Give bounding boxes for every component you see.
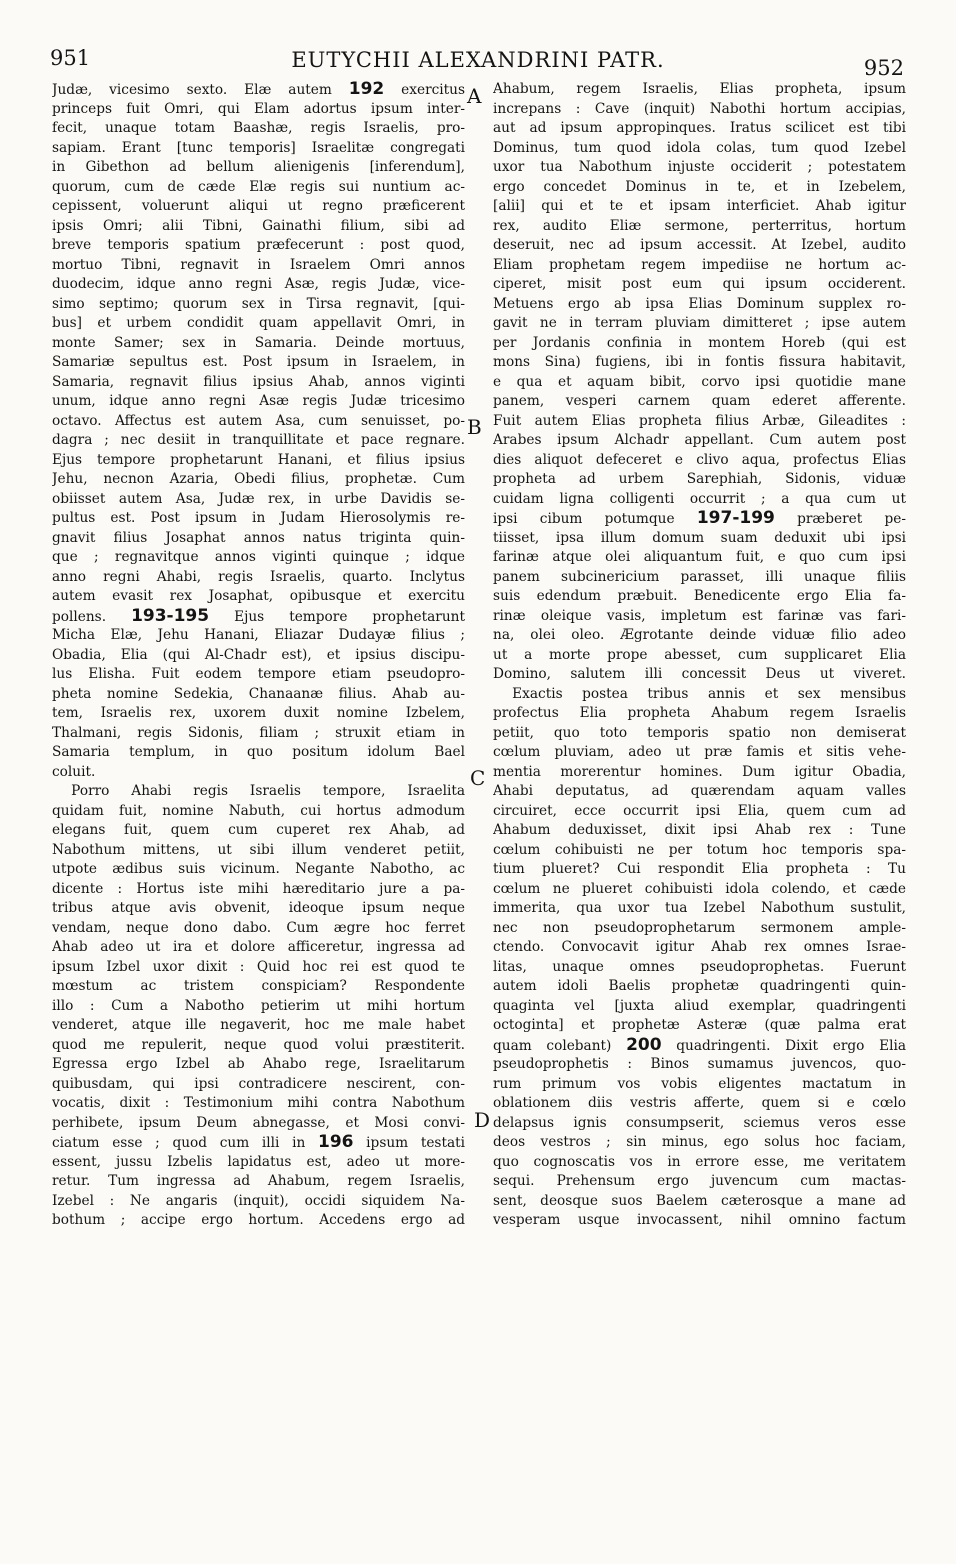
text-line: venderet, atque ille negaverit, hoc me male habet [52, 1017, 465, 1033]
text-line: essent, jussu Izbelis lapidatus est, adeo ut more- [52, 1153, 465, 1170]
text-line: mortuo Tibni, regnavit in Israelem Omri annos [52, 256, 465, 273]
text-line: lus Elisha. Fuit eodem tempore etiam pseudopro- [52, 666, 465, 682]
text-line: breve temporis spatium præfecerunt : post quod, [52, 237, 465, 253]
text-line: ipsis Omri; alii Tibni, Gainathi filium, sibi ad [52, 217, 465, 234]
text-line: sapiam. Erant [tunc temporis] Israelitæ congregati [52, 139, 465, 156]
text-line: ciperet, misit post eum qui ipsum occiderent. [493, 276, 906, 292]
text-line: per Jordanis confinia in montem Horeb (qui est [493, 334, 906, 351]
left-column [52, 80, 465, 1231]
margin-marker-b: B [467, 415, 482, 439]
text-line: vocatis, dixit : Testimonium mihi contra Nabothum [52, 1095, 465, 1111]
text-line: Judæ, vicesimo sexto. Elæ autem 192 exercitus [52, 80, 465, 99]
text-line: oblationem diis vestris afferte, quem si e cœlo [493, 1095, 906, 1111]
text-line: na, olei oleo. Ægrotante deinde viduæ filio adeo [493, 627, 906, 643]
reference-number: 200 [626, 1035, 662, 1055]
text-line: Ahabi deputatus, ad quærendam aquam valles [493, 783, 906, 799]
text-line: pultus est. Post ipsum in Judam Hierosolymis re- [52, 510, 465, 526]
text-line: autem evasit rex Josaphat, opibusque et exercitu [52, 588, 465, 604]
text-line: quam colebant) 200 quadringenti. Dixit ergo Elia [493, 1035, 906, 1055]
reference-number: 193-195 [131, 606, 210, 626]
text-line: Nabothum mittens, ut sibi illum venderet petiit, [52, 841, 465, 858]
margin-marker-d: D [474, 1108, 491, 1132]
text-line: farinæ atque olei aliquantum fuit, e quo cum ipsi [493, 549, 906, 565]
text-line: Micha Elæ, Jehu Hanani, Eliazar Dudayæ filius ; [52, 627, 465, 643]
text-line: ut a morte prope abesset, cum supplicaret Elia [493, 646, 906, 663]
page-number-right: 952 [863, 56, 904, 80]
text-line: duodecim, idque anno regni Asæ, regis Judæ, vice- [52, 276, 465, 292]
text-line: cuidam ligna colligenti occurrit ; a qua cum ut [493, 490, 906, 507]
text-line: cœlum ne plueret cohibuisti idola colendo, et cæde [493, 880, 906, 897]
text-line: gnavit filius Josaphat annos natus triginta quin- [52, 529, 465, 546]
text-line: ipsi cibum potumque 197-199 præberet pe- [493, 509, 906, 528]
reference-number: 196 [317, 1133, 354, 1152]
text-line: pheta nomine Sedekia, Chanaanæ filius. Ahab au- [52, 685, 465, 702]
text-line: mons Sina) fugiens, ibi in fontis fissura habitavit, [493, 354, 906, 370]
text-line: utpote ædibus suis vicinum. Negante Nabotho, ac [52, 861, 465, 877]
text-line: cepissent, voluerunt aliqui ut regno præficerent [52, 198, 465, 214]
text-line: illo : Cum a Nabotho petierim ut mihi hortum [52, 997, 465, 1014]
margin-marker-c: C [470, 766, 486, 790]
text-line: monte Samer; sex in Samaria. Deinde mortuus, [52, 334, 465, 351]
text-line: quaginta vel [juxta aliud exemplar, quadringenti [493, 997, 906, 1014]
text-line: rum primum vos vobis eligentes mactatum in [493, 1075, 906, 1092]
text-line: Ahab adeo ut ira et dolore afficeretur, ingressa ad [52, 939, 465, 955]
text-line: quod me repulerit, neque quod volui præstiterit. [52, 1036, 465, 1053]
text-line: simo septimo; quorum sex in Tirsa regnavit, [qui- [52, 295, 465, 312]
text-line: tem, Israelis rex, uxorem duxit nomine Izbelem, [52, 705, 465, 721]
text-line: nec non pseudoprophetarum sermonem ample- [493, 919, 906, 936]
text-line: Porro Ahabi regis Israelis tempore, Israelita [71, 783, 465, 799]
text-line: bothum ; accipe ergo hortum. Accedens ergo ad [52, 1212, 465, 1228]
text-line: sent, deosque suos Baelem cæterosque a mane ad [493, 1192, 906, 1209]
text-line: deos vestros ; sin minus, ego solus hoc faciam, [493, 1134, 906, 1150]
text-line: Exactis postea tribus annis et sex mensibus [512, 685, 906, 702]
text-line: ergo concedet Dominus in te, et in Izebelem, [493, 178, 906, 195]
text-line: suis edendum præbuit. Benedicente ergo Elia fa- [493, 588, 906, 604]
right-column [493, 80, 906, 1231]
text-line: increpans : Cave (inquit) Nabothi hortum accipias, [493, 100, 906, 117]
text-line: rinæ oleique vasis, impletum est farinæ vas fari- [493, 607, 906, 624]
text-line: Jehu, necnon Azaria, Obedi filius, prophetæ. Cum [52, 471, 465, 487]
text-line: circuiret, ecce occurrit ipsi Elia, quem cum ad [493, 802, 906, 819]
text-line: aut ad ipsum appropinques. Iratus scilicet est tibi [493, 120, 906, 136]
text-line: ipsum Izbel uxor dixit : Quid hoc rei est quod te [52, 958, 465, 975]
text-line: tribus atque avis obvenit, ideoque ipsum neque [52, 900, 465, 916]
text-line: anno regni Ahabi, regis Israelis, quarto. Inclytus [52, 568, 465, 585]
text-line: Obadia, Elia (qui Al-Chadr est), et ipsius discipu- [52, 646, 465, 663]
text-line: Samaria templum, in quo positum idolum Bael [52, 744, 465, 760]
text-line: Ahabum deduxisset, dixit ipsi Ahab rex : Tune [493, 822, 906, 838]
text-line: cœlum cohibuisti ne per totum hoc temporis spa- [493, 841, 906, 858]
text-line: vesperam usque invocassent, nihil omnino factum [493, 1212, 906, 1228]
text-line: quibusdam, qui ipsi contradicere nescirent, con- [52, 1075, 465, 1092]
running-title: EUTYCHII ALEXANDRINI PATR. [291, 48, 665, 72]
text-line: Fuit autem Elias propheta filius Arbæ, Gileadites : [493, 412, 906, 429]
text-line: gavit ne in terram pluviam dimitteret ; ipse autem [493, 315, 906, 331]
text-line: Arabes ipsum Alchadr appellant. Cum autem post [493, 432, 906, 448]
text-line: Dominus, tum quod idola colas, tum quod Izebel [493, 139, 906, 156]
text-line: Samaria, regnavit filius ipsius Ahab, annos viginti [52, 373, 465, 390]
text-line: Egressa ergo Izbel ab Ahabo rege, Israelitarum [52, 1056, 465, 1072]
text-line: fecit, unaque totam Baashæ, regis Israelis, pro- [52, 120, 465, 136]
text-line: tium plueret? Cui respondit Elia propheta : Tu [493, 861, 906, 877]
text-line: quo cognoscatis vos in errore esse, me veritatem [493, 1153, 906, 1170]
text-line: litas, unaque omnes pseudoprophetas. Fuerunt [493, 958, 906, 975]
text-line: [alii] qui et te et ipsam interficiet. Ahab igitur [493, 198, 906, 214]
text-line: panem, vesperi carnem quam ederet afferente. [493, 393, 906, 409]
text-line: in Gibethon ad bellum alienigenis [inferendum], [52, 159, 465, 175]
text-line: elegans fuit, quem cum cuperet rex Ahab, ad [52, 822, 465, 838]
text-line: uxor tua Nabothum injuste occiderit ; potestatem [493, 159, 906, 175]
text-line: Metuens ergo ab ipsa Elias Dominum supplex ro- [493, 295, 906, 312]
text-line: profectus Elia propheta Ahabum regem Israelis [493, 705, 906, 721]
text-line: bus] et urbem condidit quam appellavit Omri, in [52, 315, 465, 331]
text-line: Samariæ sepultus est. Post ipsum in Israelem, in [52, 354, 465, 370]
text-line: propheta ad urbem Sarephiah, Sidonis, viduæ [493, 471, 906, 487]
text-line: Izebel : Ne angaris (inquit), occidi siquidem Na- [52, 1192, 465, 1209]
page-number-left: 951 [50, 46, 91, 70]
text-line: rex, audito Eliæ sermone, perterritus, hortum [493, 217, 906, 234]
text-line: petiit, quo toto temporis spatio non demiserat [493, 724, 906, 741]
text-line: ciatum esse ; quod cum illi in 196 ipsum testati [52, 1133, 465, 1152]
text-line: que ; regnavitque annos viginti quinque ; idque [52, 549, 465, 565]
text-line: perhibete, ipsum Deum abnegasse, et Mosi convi- [52, 1114, 465, 1131]
page-header [0, 38, 956, 78]
text-line: octavo. Affectus est autem Asa, cum senuisset, po- [52, 412, 465, 429]
text-line: immerita, qua uxor tua Izebel Nabothum sustulit, [493, 900, 906, 916]
text-line: quidam fuit, nomine Nabuth, cui hortus admodum [52, 802, 465, 819]
reference-number: 197-199 [696, 509, 775, 528]
text-line: dies aliquot defeceret e clivo aqua, profectus Elias [493, 451, 906, 468]
text-line: pseudoprophetis : Binos sumamus juvencos, quo- [493, 1056, 906, 1072]
text-line: Thalmani, regis Sidonis, filiam ; struxit etiam in [52, 724, 465, 741]
text-line: Domino, salutem illi concessit Deus ut viveret. [493, 666, 906, 682]
text-line: pollens. 193-195 Ejus tempore prophetarunt [52, 606, 465, 626]
text-line: deseruit, nec ad ipsum accessit. At Izebel, audito [493, 237, 906, 253]
text-line: retur. Tum ingressa ad Ahabum, regem Israelis, [52, 1173, 465, 1189]
text-line: Eliam prophetam regem impediise ne hortum ac- [493, 256, 906, 273]
text-line: vendam, neque dono dabo. Cum ægre hoc ferret [52, 919, 465, 936]
text-line: tiisset, ipsa illum domum suam deduxit ubi ipsi [493, 529, 906, 546]
text-line: Ahabum, regem Israelis, Elias propheta, ipsum [493, 81, 906, 97]
text-line: autem idoli Baelis prophetæ quadringenti quin- [493, 978, 906, 994]
text-line: unum, idque anno regni Asæ regis Judæ tricesimo [52, 393, 465, 409]
text-line: dagra ; nec desiit in tranquillitate et pace regnare. [52, 432, 465, 448]
text-line: e qua et aquam bibit, corvo ipsi quotidie mane [493, 373, 906, 390]
text-line: dicente : Hortus iste mihi hæreditario jure a pa- [52, 880, 465, 897]
reference-number: 192 [348, 80, 385, 99]
text-line: quorum, cum de cæde Elæ regis sui nuntium ac- [52, 178, 465, 195]
text-line: octoginta] et prophetæ Asteræ (quæ palma erat [493, 1017, 906, 1033]
margin-marker-a: A [467, 84, 482, 108]
text-line: cœlum pluviam, adeo ut præ famis et sitis vehe- [493, 744, 906, 760]
text-line: Ejus tempore prophetarunt Hanani, et filius ipsius [52, 451, 465, 468]
text-line: sequi. Prehensum ergo juvencum cum mactas- [493, 1173, 906, 1189]
text-line: princeps fuit Omri, qui Elam adortus ipsum inter- [52, 100, 465, 117]
text-line: delapsus ignis consumpserit, sciemus veros esse [493, 1114, 906, 1131]
text-line: obiisset autem Asa, Judæ rex, in urbe Davidis se- [52, 490, 465, 507]
text-line: ctendo. Convocavit igitur Ahab rex omnes Israe- [493, 939, 906, 955]
text-line: coluit. [52, 763, 96, 780]
text-line: mentia morerentur homines. Dum igitur Obadia, [493, 763, 906, 780]
text-line: mœstum ac tristem conspiciam? Respondente [52, 978, 465, 994]
text-line: panem subcinericium parasset, illi unaque filiis [493, 568, 906, 585]
